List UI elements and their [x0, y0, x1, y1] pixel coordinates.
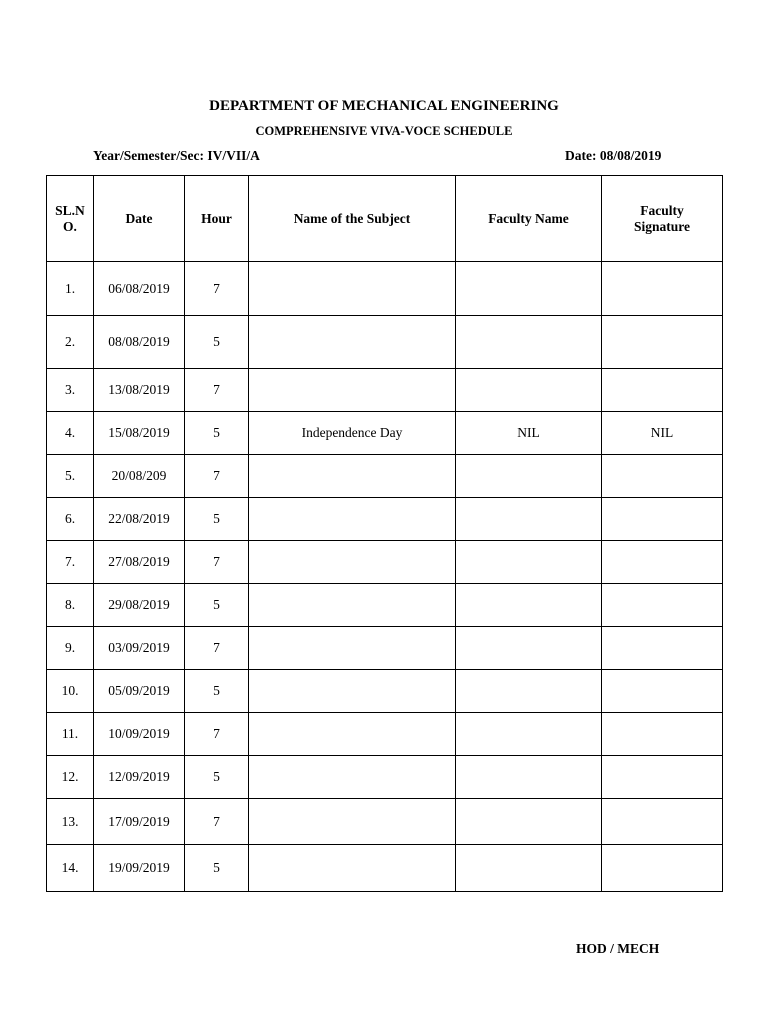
cell-faculty-name — [456, 369, 602, 412]
cell-date: 19/09/2019 — [94, 845, 185, 892]
cell-faculty-name — [456, 498, 602, 541]
schedule-date: Date: 08/08/2019 — [565, 148, 662, 163]
cell-serial-number: 11. — [47, 713, 94, 756]
cell-faculty-signature — [602, 756, 723, 799]
table-row — [47, 498, 723, 541]
cell-faculty-name — [456, 262, 602, 316]
cell-subject — [249, 627, 456, 670]
cell-faculty-name — [456, 756, 602, 799]
cell-faculty-signature — [602, 316, 723, 369]
year-semester-section: Year/Semester/Sec: IV/VII/A — [93, 148, 260, 163]
cell-faculty-signature — [602, 369, 723, 412]
cell-date: 29/08/2019 — [94, 584, 185, 627]
table-row — [47, 412, 723, 455]
cell-faculty-name — [456, 455, 602, 498]
cell-faculty-name — [456, 845, 602, 892]
cell-hour: 7 — [185, 455, 249, 498]
table-row — [47, 455, 723, 498]
cell-hour: 5 — [185, 498, 249, 541]
table-row — [47, 756, 723, 799]
cell-serial-number: 1. — [47, 262, 94, 316]
table-row — [47, 262, 723, 316]
cell-hour: 7 — [185, 627, 249, 670]
cell-serial-number: 5. — [47, 455, 94, 498]
cell-subject — [249, 799, 456, 845]
column-header-date: Date — [94, 176, 185, 262]
cell-subject — [249, 316, 456, 369]
cell-serial-number: 10. — [47, 670, 94, 713]
cell-date: 08/08/2019 — [94, 316, 185, 369]
cell-faculty-signature: NIL — [602, 412, 723, 455]
cell-hour: 5 — [185, 412, 249, 455]
cell-subject — [249, 584, 456, 627]
cell-faculty-signature — [602, 584, 723, 627]
cell-subject: Independence Day — [249, 412, 456, 455]
table-row — [47, 799, 723, 845]
cell-serial-number: 14. — [47, 845, 94, 892]
cell-hour: 7 — [185, 541, 249, 584]
cell-faculty-name — [456, 799, 602, 845]
cell-faculty-name: NIL — [456, 412, 602, 455]
cell-subject — [249, 756, 456, 799]
cell-subject — [249, 713, 456, 756]
cell-serial-number: 12. — [47, 756, 94, 799]
cell-faculty-name — [456, 713, 602, 756]
table-header-row — [47, 176, 723, 262]
cell-hour: 7 — [185, 369, 249, 412]
table-row — [47, 845, 723, 892]
cell-serial-number: 9. — [47, 627, 94, 670]
table-row — [47, 541, 723, 584]
cell-faculty-signature — [602, 455, 723, 498]
table-row — [47, 316, 723, 369]
table-body — [47, 262, 723, 892]
cell-faculty-signature — [602, 670, 723, 713]
cell-faculty-signature — [602, 541, 723, 584]
cell-date: 15/08/2019 — [94, 412, 185, 455]
cell-hour: 7 — [185, 262, 249, 316]
column-header-faculty-name: Faculty Name — [456, 176, 602, 262]
cell-hour: 7 — [185, 713, 249, 756]
table-row — [47, 670, 723, 713]
cell-hour: 5 — [185, 584, 249, 627]
cell-faculty-name — [456, 670, 602, 713]
cell-faculty-name — [456, 627, 602, 670]
cell-hour: 5 — [185, 756, 249, 799]
viva-voce-schedule-table — [46, 175, 723, 892]
department-title: DEPARTMENT OF MECHANICAL ENGINEERING — [209, 98, 559, 114]
column-header-subject: Name of the Subject — [249, 176, 456, 262]
cell-faculty-name — [456, 316, 602, 369]
cell-date: 13/08/2019 — [94, 369, 185, 412]
cell-subject — [249, 541, 456, 584]
cell-subject — [249, 262, 456, 316]
cell-subject — [249, 498, 456, 541]
table-row — [47, 584, 723, 627]
table-row — [47, 713, 723, 756]
column-header-hour: Hour — [185, 176, 249, 262]
cell-faculty-signature — [602, 713, 723, 756]
cell-serial-number: 7. — [47, 541, 94, 584]
cell-hour: 5 — [185, 670, 249, 713]
cell-faculty-signature — [602, 627, 723, 670]
cell-hour: 5 — [185, 845, 249, 892]
column-header-serial-number: SL.N O. — [47, 176, 94, 262]
cell-serial-number: 2. — [47, 316, 94, 369]
cell-subject — [249, 369, 456, 412]
cell-subject — [249, 455, 456, 498]
cell-date: 03/09/2019 — [94, 627, 185, 670]
cell-faculty-signature — [602, 799, 723, 845]
schedule-title: COMPREHENSIVE VIVA-VOCE SCHEDULE — [255, 124, 513, 138]
cell-date: 17/09/2019 — [94, 799, 185, 845]
cell-serial-number: 13. — [47, 799, 94, 845]
cell-subject — [249, 845, 456, 892]
cell-date: 05/09/2019 — [94, 670, 185, 713]
table-row — [47, 369, 723, 412]
cell-hour: 5 — [185, 316, 249, 369]
cell-faculty-signature — [602, 498, 723, 541]
cell-date: 06/08/2019 — [94, 262, 185, 316]
cell-serial-number: 4. — [47, 412, 94, 455]
cell-faculty-signature — [602, 262, 723, 316]
cell-serial-number: 3. — [47, 369, 94, 412]
column-header-faculty-signature: Faculty Signature — [602, 176, 723, 262]
cell-date: 22/08/2019 — [94, 498, 185, 541]
table-row — [47, 627, 723, 670]
cell-hour: 7 — [185, 799, 249, 845]
hod-signatory: HOD / MECH — [576, 941, 660, 956]
cell-date: 10/09/2019 — [94, 713, 185, 756]
cell-faculty-name — [456, 584, 602, 627]
cell-serial-number: 8. — [47, 584, 94, 627]
cell-serial-number: 6. — [47, 498, 94, 541]
cell-faculty-name — [456, 541, 602, 584]
cell-date: 12/09/2019 — [94, 756, 185, 799]
cell-date: 20/08/209 — [94, 455, 185, 498]
cell-date: 27/08/2019 — [94, 541, 185, 584]
cell-subject — [249, 670, 456, 713]
cell-faculty-signature — [602, 845, 723, 892]
